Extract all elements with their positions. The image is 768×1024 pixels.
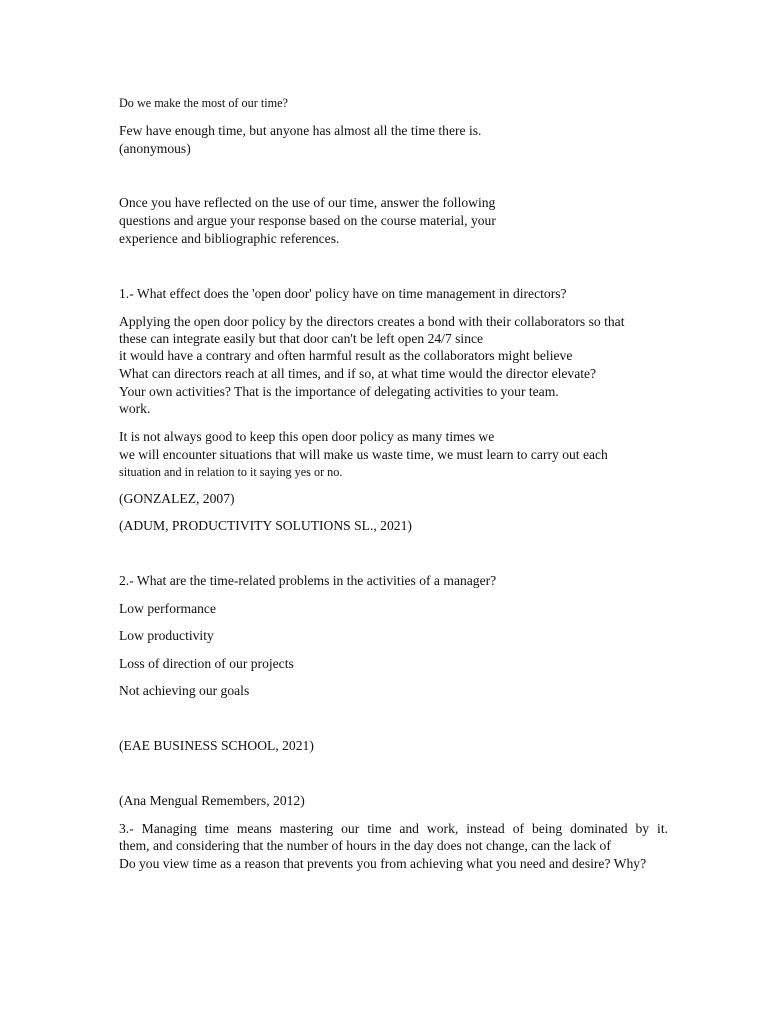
q2-list-item: Not achieving our goals	[119, 683, 250, 698]
q1-reference: (GONZALEZ, 2007)	[119, 491, 235, 506]
q2-list-item: Low performance	[119, 601, 216, 616]
intro-line: Once you have reflected on the use of our time, answer the following	[119, 195, 496, 210]
question-3-line: 3.- Managing time means mastering our time and work, instead of being dominated by it.	[119, 821, 668, 836]
document-title: Do we make the most of our time?	[119, 96, 288, 110]
epigraph-attribution: (anonymous)	[119, 141, 191, 156]
q1-paragraph1-line: What can directors reach at all times, and if so, at what time would the director elevate?	[119, 366, 597, 381]
q1-paragraph1-line: Your own activities? That is the importance of delegating activities to your team.	[119, 384, 559, 399]
question-3-line: Do you view time as a reason that prevents you from achieving what you need and desire? Why?	[119, 856, 647, 871]
q2-list-item: Loss of direction of our projects	[119, 656, 294, 671]
q1-paragraph2-line: situation and in relation to it saying yes or no.	[119, 465, 343, 479]
q1-paragraph1-line: it would have a contrary and often harmful result as the collaborators might believe	[119, 348, 573, 363]
q1-paragraph1-line: Applying the open door policy by the directors creates a bond with their collaborators so that	[119, 314, 625, 329]
intro-line: questions and argue your response based on the course material, your	[119, 213, 496, 228]
q1-paragraph1-line: work.	[119, 401, 151, 416]
q1-paragraph2-line: It is not always good to keep this open door policy as many times we	[119, 429, 495, 444]
q1-reference: (ADUM, PRODUCTIVITY SOLUTIONS SL., 2021)	[119, 518, 412, 533]
q1-paragraph2-line: we will encounter situations that will make us waste time, we must learn to carry out each	[119, 447, 608, 462]
question-3-line: them, and considering that the number of hours in the day does not change, can the lack of	[119, 838, 611, 853]
question-2: 2.- What are the time-related problems in the activities of a manager?	[119, 573, 497, 588]
q2-reference: (EAE BUSINESS SCHOOL, 2021)	[119, 738, 314, 753]
epigraph-quote: Few have enough time, but anyone has almost all the time there is.	[119, 123, 482, 138]
q2-reference: (Ana Mengual Remembers, 2012)	[119, 793, 305, 808]
q1-paragraph1-line: these can integrate easily but that door can't be left open 24/7 since	[119, 331, 484, 346]
question-1: 1.- What effect does the 'open door' policy have on time management in directors?	[119, 286, 567, 301]
q2-list-item: Low productivity	[119, 628, 214, 643]
intro-line: experience and bibliographic references.	[119, 231, 340, 246]
